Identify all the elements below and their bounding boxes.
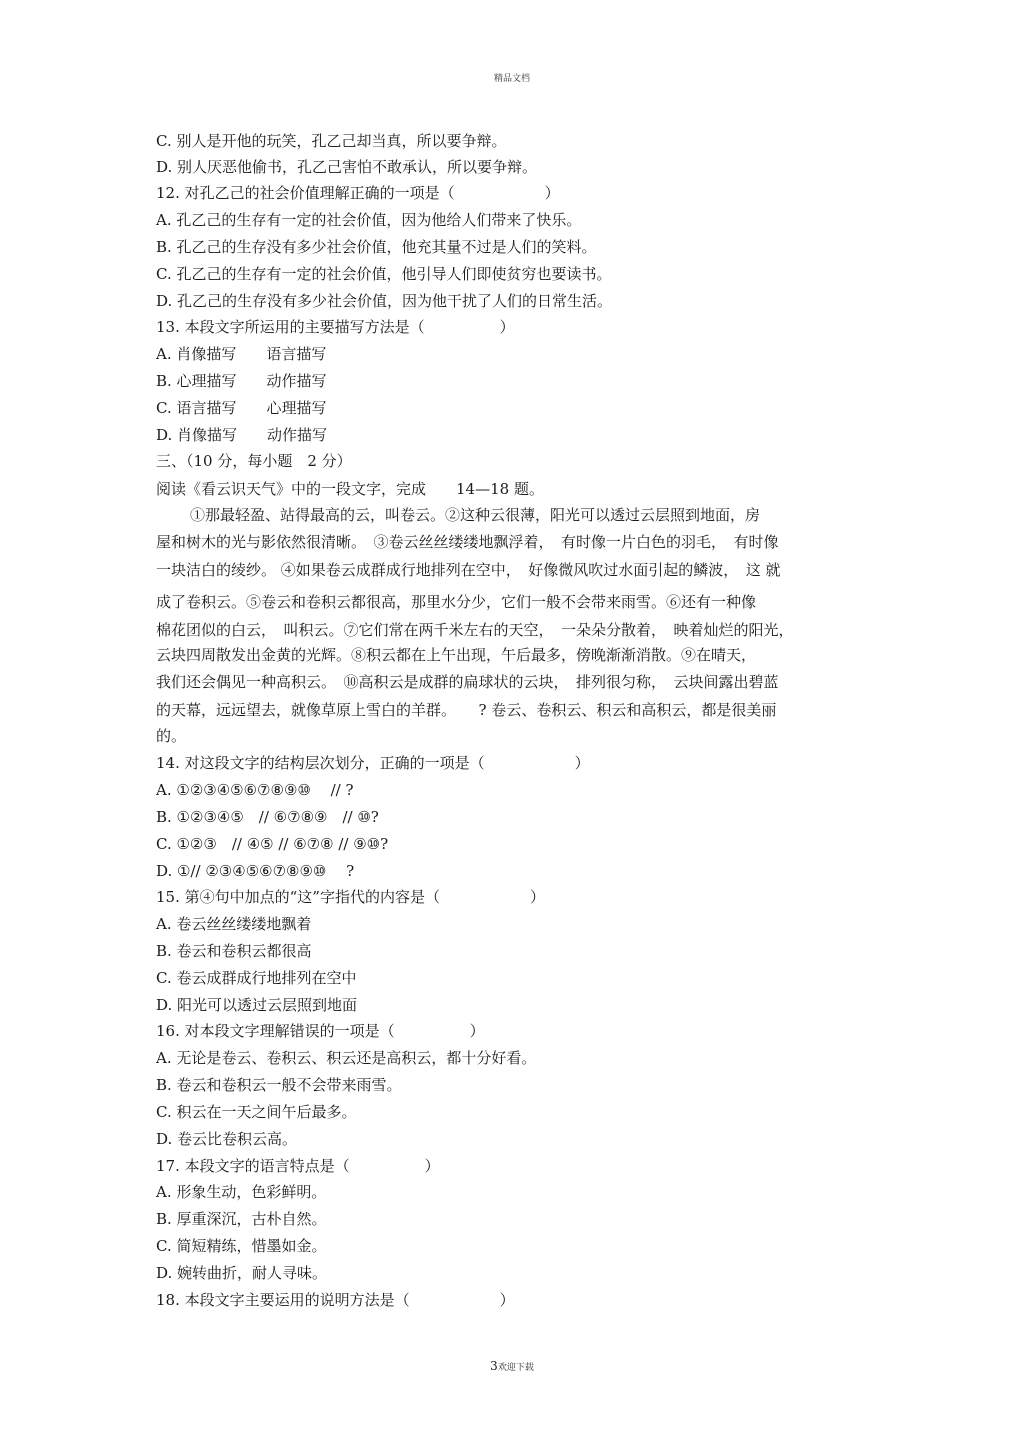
option-b-q16: B. 卷云和卷积云一般不会带来雨雪。 [156,1076,402,1094]
option-d-q17: D. 婉转曲折，耐人寻味。 [156,1264,328,1282]
passage-line: 一块洁白的绫纱。 ④如果卷云成群成行地排列在空中， 好像微风吹过水面引起的鳞波， 这 就 [156,561,781,579]
passage-line: 我们还会偶见一种高积云。 ⑩高积云是成群的扁球状的云块， 排列很匀称， 云块间露出碧蓝 [156,673,779,691]
question-18: 18. 本段文字主要运用的说明方法是（ ） [156,1291,515,1309]
reading-instruction: 阅读《看云识天气》中的一段文字，完成 14—18 题。 [156,480,544,498]
option-b-q12: B. 孔乙己的生存没有多少社会价值，他充其量不过是人们的笑料。 [156,238,597,256]
question-16: 16. 对本段文字理解错误的一项是（ ） [156,1022,485,1040]
question-13: 13. 本段文字所运用的主要描写方法是（ ） [156,318,515,336]
page-header: 精品文档 [493,74,530,84]
option-d-q13: D. 肖像描写 动作描写 [156,426,328,444]
page-footer [0,1359,1024,1373]
option-b-q15: B. 卷云和卷积云都很高 [156,942,312,960]
option-b-q17: B. 厚重深沉，古朴自然。 [156,1210,327,1228]
option-d-q16: D. 卷云比卷积云高。 [156,1130,298,1148]
option-b-q14: B. ①②③④⑤ // ⑥⑦⑧⑨ // ⑩? [156,808,379,826]
passage-line: ①那最轻盈、站得最高的云，叫卷云。②这种云很薄，阳光可以透过云层照到地面，房 [190,506,761,524]
footer-note: 欢迎下载 [497,1363,534,1373]
option-d-q15: D. 阳光可以透过云层照到地面 [156,996,358,1014]
passage-line: 的。 [156,727,187,745]
option-d-q14: D. ①// ②③④⑤⑥⑦⑧⑨⑩ ? [156,862,355,880]
section-three-heading: 三、（10 分，每小题 2 分） [156,452,352,470]
question-12: 12. 对孔乙己的社会价值理解正确的一项是（ ） [156,184,560,202]
option-c-q14: C. ①②③ // ④⑤ // ⑥⑦⑧ // ⑨⑩? [156,835,389,853]
question-14: 14. 对这段文字的结构层次划分，正确的一项是（ ） [156,754,590,772]
passage-line: 成了卷积云。⑤卷云和卷积云都很高，那里水分少，它们一般不会带来雨雪。⑥还有一种像 [156,593,757,611]
page-number: 3 [490,1359,498,1373]
option-a-q12: A. 孔乙己的生存有一定的社会价值，因为他给人们带来了快乐。 [156,211,582,229]
option-b-q13: B. 心理描写 动作描写 [156,372,327,390]
passage-line: 云块四周散发出金黄的光辉。⑧积云都在上午出现，午后最多，傍晚渐渐消散。⑨在晴天， [156,646,757,664]
option-a-q14: A. ①②③④⑤⑥⑦⑧⑨⑩ // ? [156,781,354,799]
option-c-q11: C. 别人是开他的玩笑，孔乙己却当真，所以要争辩。 [156,132,507,150]
option-c-q16: C. 积云在一天之间午后最多。 [156,1103,357,1121]
option-c-q17: C. 简短精练，惜墨如金。 [156,1237,327,1255]
option-a-q13: A. 肖像描写 语言描写 [156,345,327,363]
option-a-q17: A. 形象生动，色彩鲜明。 [156,1183,327,1201]
option-c-q13: C. 语言描写 心理描写 [156,399,327,417]
option-c-q15: C. 卷云成群成行地排列在空中 [156,969,357,987]
passage-line: 棉花团似的白云， 叫积云。⑦它们常在两千米左右的天空， 一朵朵分散着， 映着灿烂的阳光， [156,621,794,639]
option-c-q12: C. 孔乙己的生存有一定的社会价值，他引导人们即使贫穷也要读书。 [156,265,612,283]
option-d-q12: D. 孔乙己的生存没有多少社会价值，因为他干扰了人们的日常生活。 [156,292,613,310]
question-17: 17. 本段文字的语言特点是（ ） [156,1157,440,1175]
option-a-q15: A. 卷云丝丝缕缕地飘着 [156,915,312,933]
question-15: 15. 第④句中加点的“这”字指代的内容是（ ） [156,888,545,906]
passage-line: 屋和树木的光与影依然很清晰。 ③卷云丝丝缕缕地飘浮着， 有时像一片白色的羽毛， 有时像 [156,533,779,551]
passage-line: 的天幕，远远望去，就像草原上雪白的羊群。 ? 卷云、卷积云、积云和高积云，都是很美丽 [156,701,777,719]
option-d-q11: D. 别人厌恶他偷书，孔乙己害怕不敢承认，所以要争辩。 [156,158,538,176]
option-a-q16: A. 无论是卷云、卷积云、积云还是高积云，都十分好看。 [156,1049,537,1067]
